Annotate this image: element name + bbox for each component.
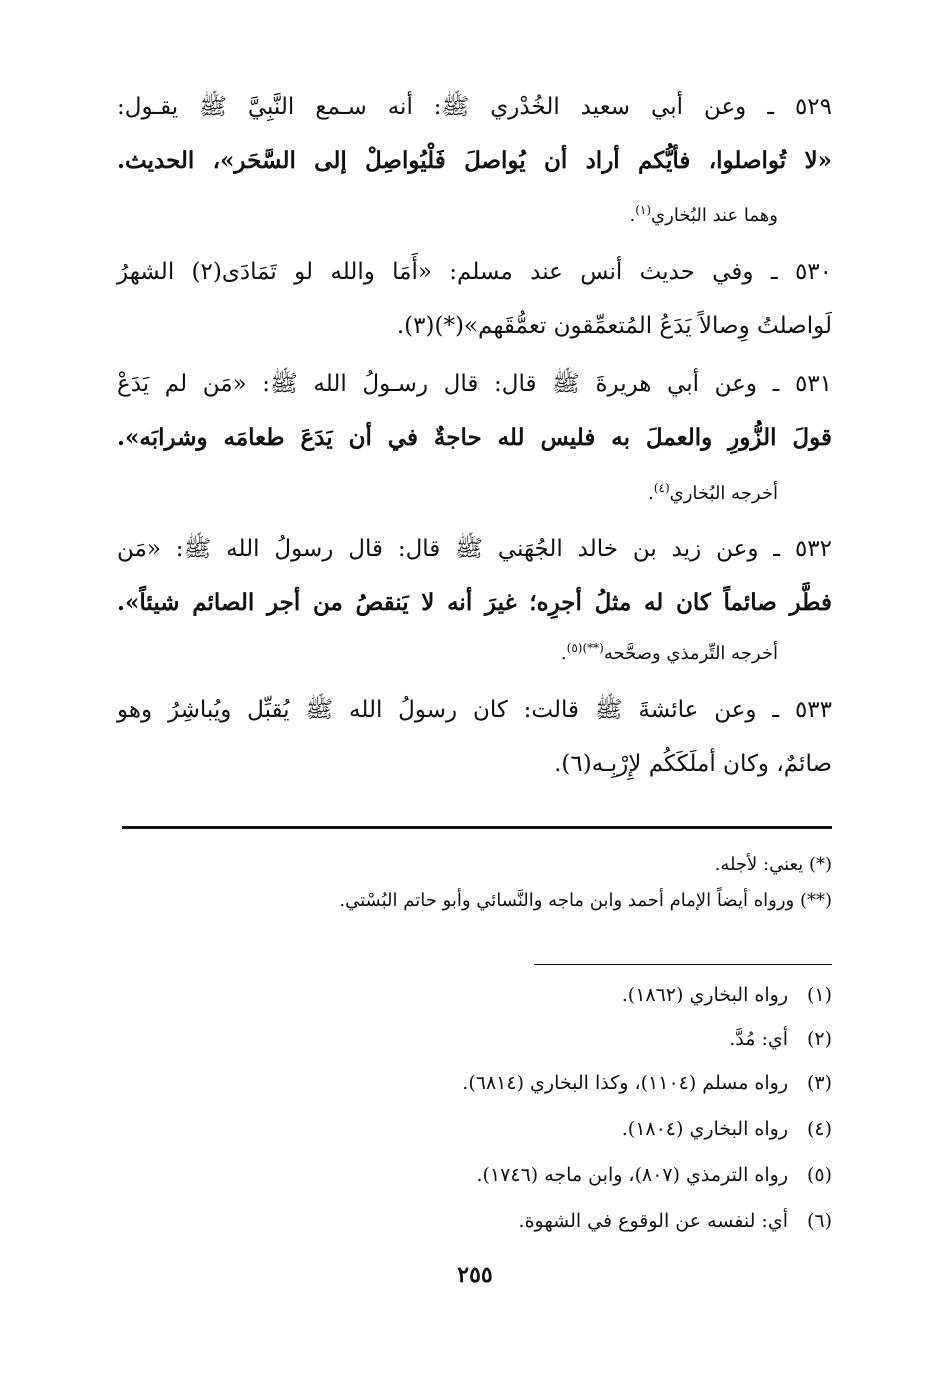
hadith-532	[117, 522, 832, 630]
hadith-line: ٥٣٢ ـ وعن زيد بن خالد الجُهَني ﷺ قال: قال رسولُ الله ﷺ: «مَن	[117, 536, 832, 562]
editor-note: (**) ورواه أيضاً الإمام أحمد وابن ماجه والنَّسائي وأبو حاتم البُسْتي.	[339, 890, 832, 911]
hadith-line: ٥٢٩ ـ وعن أبي سعيد الخُدْري ﷺ: أنه سـمع النَّبِيَّ ﷺ يقـول:	[117, 94, 832, 120]
hadith-531	[117, 357, 832, 465]
hadith-line: صائمٌ، وكان أملَكَكُم لإِرْبِـه(٦).	[554, 751, 832, 777]
hadith-line: ٥٣١ ـ وعن أبي هريرةَ ﷺ قال: قال رسـولُ الله ﷺ: «مَن لم يَدَعْ	[117, 371, 832, 397]
hadith-line: ٥٣٣ ـ وعن عائشةَ ﷺ قالت: كان رسولُ الله ﷺ يُقبِّل ويُباشِرُ وهو	[117, 697, 832, 723]
hadith-line: فطَّر صائماً كان له مثلُ أجرِه؛ غيرَ أنه لا يَنقصُ من أجر الصائم شيئاً».	[117, 589, 832, 616]
hadith-line: «لا تُواصلوا، فأيُّكم أراد أن يُواصلَ فَلْيُواصِلْ إلى السَّحَر»، الحديث.	[117, 147, 832, 174]
hadith-530	[117, 245, 832, 353]
footnote: (١)رواه البخاري (١٨٦٢).	[621, 984, 832, 1006]
footnote: (٣)رواه مسلم (١١٠٤)، وكذا البخاري (٦٨١٤).	[462, 1072, 832, 1094]
hadith-line: ٥٣٠ ـ وفي حديث أنس عند مسلم: «أَمَا والله لو تَمَادَى(٢) الشهرُ	[117, 259, 833, 285]
hadith-source: أخرجه البُخاري$^{(٤)}$.	[648, 481, 778, 504]
hadith-line: قولَ الزُّورِ والعملَ به فليس لله حاجةٌ في أن يَدَعَ طعامَه وشرابَه».	[117, 424, 832, 451]
footnote: (٢)أي: مُدَّ.	[729, 1028, 832, 1050]
hadith-source: وهما عند البُخاري$^{(١)}$.	[629, 203, 778, 226]
footnote: (٥)رواه الترمذي (٨٠٧)، وابن ماجه (١٧٤٦).	[476, 1164, 832, 1186]
footnote-separator	[122, 826, 832, 829]
footnote-rule	[534, 964, 832, 965]
hadith-533	[117, 683, 832, 791]
footnote: (٦)أي: لنفسه عن الوقوع في الشهوة.	[518, 1210, 832, 1232]
page-number: ٢٥٥	[457, 1262, 493, 1288]
footnote: (٤)رواه البخاري (١٨٠٤).	[621, 1118, 832, 1140]
hadith-529	[117, 80, 832, 188]
editor-note: (*) يعني: لأجله.	[714, 854, 832, 875]
hadith-source: أخرجه التِّرمذي وصحَّحه$^{(**)(٥)}$.	[560, 641, 778, 664]
hadith-line: لَواصلتُ وِصالاً يَدَعُ المُتعمِّقون تعمُّقَهم»(*)(٣).	[396, 313, 832, 339]
